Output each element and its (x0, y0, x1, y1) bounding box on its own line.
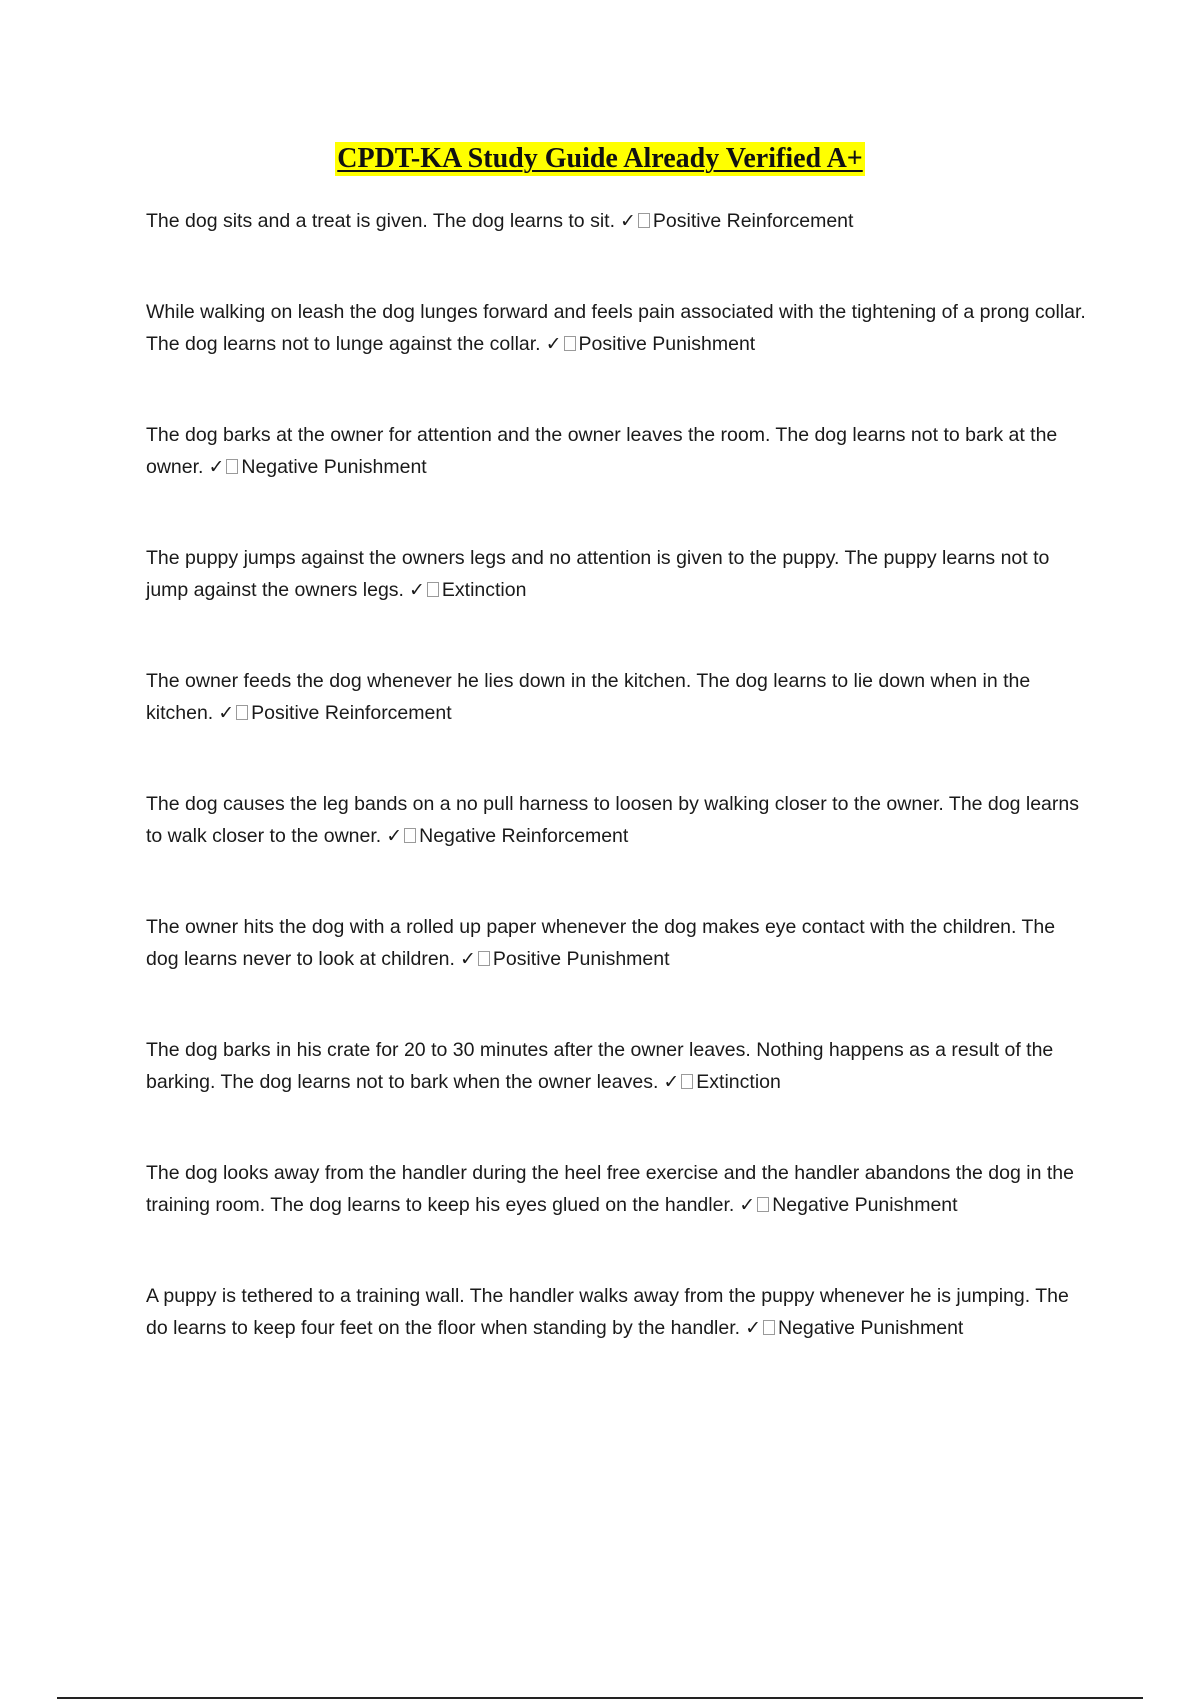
checkbox-icon (564, 336, 576, 351)
checkmark-icon: ✓ (663, 1071, 680, 1093)
checkbox-icon (638, 213, 650, 228)
checkmark-icon: ✓ (745, 1317, 761, 1339)
checkmark-icon: ✓ (620, 210, 636, 232)
checkmark-icon: ✓ (545, 333, 562, 355)
title-container (0, 142, 1200, 176)
checkmark-icon: ✓ (386, 825, 403, 847)
checkmark-icon: ✓ (218, 702, 235, 724)
question-text: The dog barks in his crate for 20 to 30 minutes after the owner leaves. Nothing happens as a result of the barking. The dog learns not to bark when the owner leaves. (146, 1039, 1054, 1093)
answer-text: Positive Reinforcement (251, 702, 452, 724)
checkbox-icon (236, 705, 248, 720)
checkbox-icon (478, 951, 490, 966)
question-text: The dog barks at the owner for attention and the owner leaves the room. The dog learns not to bark at the owner. (146, 424, 1058, 478)
question-text: While walking on leash the dog lunges forward and feels pain associated with the tightening of a prong collar. The dog learns not to lunge against the collar. (146, 301, 1086, 355)
document-title: CPDT-KA Study Guide Already Verified A+ (337, 143, 863, 174)
footer-divider (57, 1697, 1143, 1699)
question-text: The dog sits and a treat is given. The dog learns to sit. (146, 210, 615, 232)
answer-text: Negative Punishment (772, 1194, 958, 1216)
question-text: A puppy is tethered to a training wall. The handler walks away from the puppy whenever he is jumping. The do learns to keep four feet on the floor when standing by the handler. (146, 1285, 1069, 1339)
checkbox-icon (427, 582, 439, 597)
answer-text: Positive Punishment (492, 948, 670, 970)
qa-item-6 (146, 788, 1086, 852)
checkmark-icon: ✓ (739, 1194, 756, 1216)
question-text: The dog looks away from the handler during the heel free exercise and the handler abandons the dog in the training room. The dog learns to keep his eyes glued on the handler. (146, 1162, 1074, 1216)
question-text: The dog causes the leg bands on a no pull harness to loosen by walking closer to the owner. The dog learns to walk closer to the owner. (146, 793, 1079, 847)
question-text: The owner hits the dog with a rolled up paper whenever the dog makes eye contact with the children. The dog learns never to look at children. (146, 916, 1056, 970)
qa-item-7 (146, 911, 1086, 975)
answer-text: Extinction (696, 1071, 781, 1093)
checkbox-icon (763, 1320, 775, 1335)
qa-item-4 (146, 542, 1086, 606)
checkbox-icon (404, 828, 416, 843)
checkbox-icon (681, 1074, 693, 1089)
checkbox-icon (226, 459, 238, 474)
qa-item-2 (146, 296, 1086, 360)
qa-item-9 (146, 1157, 1086, 1221)
answer-text: Positive Reinforcement (652, 210, 854, 232)
answer-text: Negative Punishment (778, 1317, 964, 1339)
qa-item-5 (146, 665, 1086, 729)
qa-item-1 (146, 205, 1086, 237)
answer-text: Negative Reinforcement (419, 825, 629, 847)
qa-item-10 (146, 1280, 1086, 1344)
checkmark-icon: ✓ (459, 948, 476, 970)
answer-text: Negative Punishment (241, 456, 427, 478)
answer-text: Extinction (441, 579, 527, 601)
qa-item-3 (146, 419, 1086, 483)
answer-text: Positive Punishment (578, 333, 756, 355)
qa-item-8 (146, 1034, 1086, 1098)
question-text: The puppy jumps against the owners legs and no attention is given to the puppy. The puppy learns not to jump against the owners legs. (146, 547, 1050, 601)
checkbox-icon (757, 1197, 769, 1212)
checkmark-icon: ✓ (208, 456, 225, 478)
question-text: The owner feeds the dog whenever he lies down in the kitchen. The dog learns to lie down when in the kitchen. (146, 670, 1031, 724)
checkmark-icon: ✓ (408, 579, 425, 601)
